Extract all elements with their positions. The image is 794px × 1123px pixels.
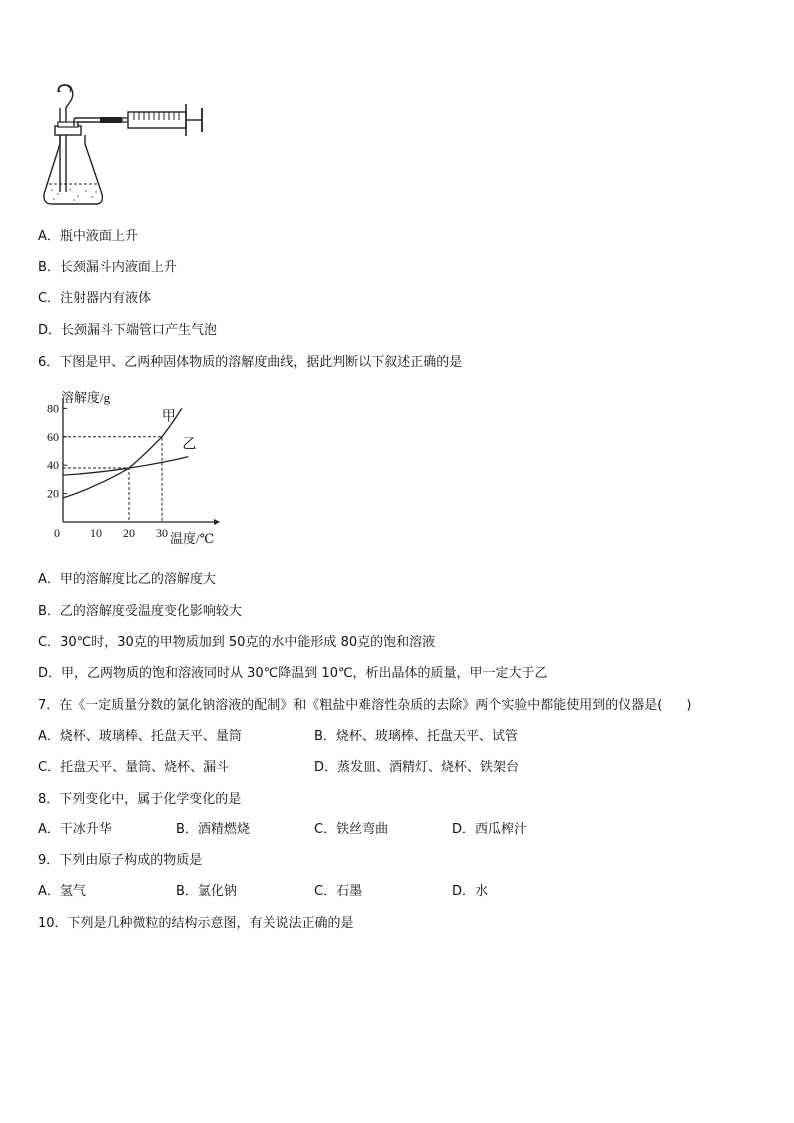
q7-option-c: C．托盘天平、量筒、烧杯、漏斗	[38, 760, 230, 775]
q9-option-b: B．氯化钠	[176, 884, 237, 899]
x-tick-label: 10	[90, 526, 102, 540]
q8-stem: 8．下列变化中，属于化学变化的是	[38, 792, 242, 807]
q9-option-d: D．水	[452, 884, 489, 899]
y-tick-label: 60	[47, 429, 59, 444]
q8-option-b: B．酒精燃烧	[176, 822, 250, 837]
q7-stem	[38, 697, 691, 715]
q7-stem-close: )	[686, 698, 692, 713]
y-tick-label: 20	[47, 486, 59, 501]
x-tick-label: 20	[123, 526, 135, 540]
y-axis-label: 溶解度/g	[61, 390, 111, 405]
q7-option-b: B．烧杯、玻璃棒、托盘天平、试管	[314, 729, 518, 744]
q6-stem: 6．下图是甲、乙两种固体物质的溶解度曲线，据此判断以下叙述正确的是	[38, 355, 463, 370]
series-label: 乙	[182, 437, 197, 453]
q5-option-a: A．瓶中液面上升	[38, 229, 138, 244]
q8-option-c: C．铁丝弯曲	[314, 822, 389, 837]
q9-stem: 9．下列由原子构成的物质是	[38, 853, 203, 868]
x-tick-label: 0	[54, 526, 60, 540]
x-axis-label: 温度/℃	[170, 531, 215, 546]
q7-option-d: D．蒸发皿、酒精灯、烧杯、铁架台	[314, 760, 520, 775]
q5-option-d: D．长颈漏斗下端管口产生气泡	[38, 323, 218, 338]
q6-option-a: A．甲的溶解度比乙的溶解度大	[38, 572, 216, 587]
y-tick-label: 40	[47, 458, 59, 473]
q8-option-d: D．西瓜榨汁	[452, 822, 528, 837]
x-tick-label: 30	[156, 526, 168, 540]
dashed-guide	[63, 437, 162, 522]
q6-option-b: B．乙的溶解度受温度变化影响较大	[38, 604, 242, 619]
q10-stem: 10．下列是几种微粒的结构示意图，有关说法正确的是	[38, 916, 354, 931]
q8-option-a: A．干冰升华	[38, 822, 112, 837]
series-label: 甲	[161, 409, 176, 425]
q5-option-c: C．注射器内有液体	[38, 291, 152, 306]
q6-option-d: D．甲，乙两物质的饱和溶液同时从 30℃降温到 10℃，析出晶体的质量，甲一定大于乙	[38, 666, 548, 681]
y-tick-label: 80	[47, 401, 59, 416]
apparatus-figure	[40, 82, 212, 210]
q5-option-b: B．长颈漏斗内液面上升	[38, 260, 177, 275]
q7-stem-text: 7．在《一定质量分数的氯化钠溶液的配制》和《粗盐中难溶性杂质的去除》两个实验中都能使用到的仪器是(	[38, 698, 663, 713]
q9-option-c: C．石墨	[314, 884, 363, 899]
q6-option-c: C．30℃时，30克的甲物质加到 50克的水中能形成 80克的饱和溶液	[38, 635, 436, 650]
series-line	[63, 457, 188, 475]
solubility-chart	[36, 388, 226, 550]
x-axis-arrow	[214, 519, 220, 525]
q7-option-a: A．烧杯、玻璃棒、托盘天平、量筒	[38, 729, 242, 744]
q9-option-a: A．氢气	[38, 884, 86, 899]
